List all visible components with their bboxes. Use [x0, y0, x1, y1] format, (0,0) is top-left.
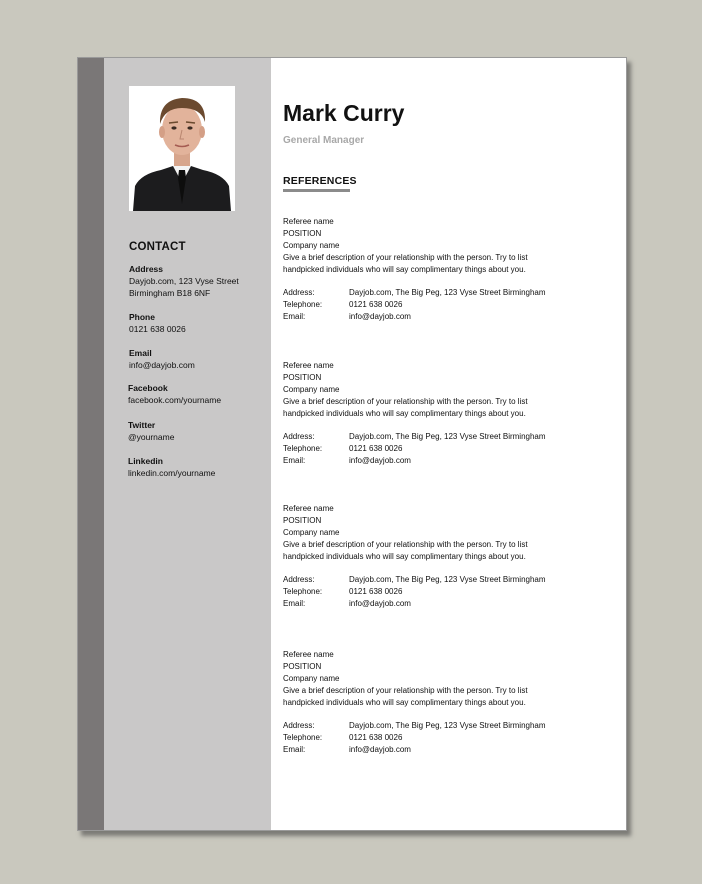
referee-email: info@dayjob.com — [349, 456, 411, 465]
contact-phone — [129, 311, 269, 335]
referee-company: Company name — [283, 528, 340, 537]
referee-company: Company name — [283, 241, 340, 250]
referee-position: POSITION — [283, 373, 322, 382]
referee-name: Referee name — [283, 650, 334, 659]
referee-position: POSITION — [283, 662, 322, 671]
referee-telephone: 0121 638 0026 — [349, 300, 403, 309]
heading-underline — [283, 189, 350, 192]
contact-value: linkedin.com/yourname — [128, 468, 216, 478]
contact-heading: CONTACT — [129, 241, 186, 253]
telephone-label: Telephone: — [283, 300, 323, 309]
referee-contact — [283, 720, 613, 756]
referee-description: Give a brief description of your relationship with the person. Try to list — [283, 540, 528, 549]
referee-company: Company name — [283, 385, 340, 394]
referee-description: handpicked individuals who will say complimentary things about you. — [283, 265, 526, 274]
referee-address: Dayjob.com, The Big Peg, 123 Vyse Street Birmingham — [349, 288, 546, 297]
contact-twitter — [128, 419, 268, 443]
contact-email — [129, 347, 269, 371]
referee-company: Company name — [283, 674, 340, 683]
referee-contact — [283, 431, 613, 467]
referee-description: Give a brief description of your relationship with the person. Try to list — [283, 686, 528, 695]
referee-name: Referee name — [283, 361, 334, 370]
referee-contact — [283, 574, 613, 610]
referee-address: Dayjob.com, The Big Peg, 123 Vyse Street Birmingham — [349, 721, 546, 730]
sidebar-stripe — [78, 58, 104, 830]
telephone-label: Telephone: — [283, 444, 323, 453]
contact-value: facebook.com/yourname — [128, 395, 222, 405]
referee-telephone: 0121 638 0026 — [349, 444, 403, 453]
reference-entry — [283, 649, 613, 756]
referee-contact — [283, 287, 613, 323]
email-label: Email: — [283, 745, 306, 754]
reference-entry — [283, 503, 613, 610]
email-label: Email: — [283, 599, 306, 608]
referee-description: Give a brief description of your relationship with the person. Try to list — [283, 397, 528, 406]
contact-linkedin — [128, 455, 268, 479]
contact-value: Dayjob.com, 123 Vyse Street — [129, 276, 239, 286]
contact-value: 0121 638 0026 — [129, 324, 186, 334]
contact-address — [129, 263, 269, 299]
referee-description: handpicked individuals who will say complimentary things about you. — [283, 698, 526, 707]
contact-value: @yourname — [128, 432, 175, 442]
address-label: Address: — [283, 288, 315, 297]
referee-position: POSITION — [283, 229, 322, 238]
referee-email: info@dayjob.com — [349, 745, 411, 754]
referee-telephone: 0121 638 0026 — [349, 733, 403, 742]
contact-label: Twitter — [128, 420, 156, 430]
telephone-label: Telephone: — [283, 733, 323, 742]
contact-value: info@dayjob.com — [129, 360, 195, 370]
contact-label: Facebook — [128, 383, 168, 393]
main-content — [283, 58, 613, 830]
person-name: Mark Curry — [283, 100, 405, 126]
contact-label: Linkedin — [128, 456, 163, 466]
profile-photo — [129, 86, 235, 211]
references-heading: REFERENCES — [283, 175, 357, 187]
referee-name: Referee name — [283, 217, 334, 226]
contact-facebook — [128, 382, 268, 406]
job-title: General Manager — [283, 135, 365, 146]
contact-label: Email — [129, 348, 152, 358]
reference-entry — [283, 360, 613, 467]
referee-telephone: 0121 638 0026 — [349, 587, 403, 596]
telephone-label: Telephone: — [283, 587, 323, 596]
contact-label: Phone — [129, 312, 155, 322]
email-label: Email: — [283, 456, 306, 465]
referee-address: Dayjob.com, The Big Peg, 123 Vyse Street Birmingham — [349, 575, 546, 584]
reference-entry — [283, 216, 613, 323]
referee-address: Dayjob.com, The Big Peg, 123 Vyse Street Birmingham — [349, 432, 546, 441]
contact-value: Birmingham B18 6NF — [129, 288, 211, 298]
address-label: Address: — [283, 721, 315, 730]
referee-position: POSITION — [283, 516, 322, 525]
referee-description: Give a brief description of your relationship with the person. Try to list — [283, 253, 528, 262]
address-label: Address: — [283, 575, 315, 584]
referee-description: handpicked individuals who will say complimentary things about you. — [283, 552, 526, 561]
resume-page — [77, 57, 627, 831]
address-label: Address: — [283, 432, 315, 441]
referee-email: info@dayjob.com — [349, 599, 411, 608]
contact-label: Address — [129, 264, 164, 274]
referee-name: Referee name — [283, 504, 334, 513]
sidebar — [104, 58, 271, 830]
referee-description: handpicked individuals who will say complimentary things about you. — [283, 409, 526, 418]
person-portrait-icon — [129, 86, 235, 211]
email-label: Email: — [283, 312, 306, 321]
referee-email: info@dayjob.com — [349, 312, 411, 321]
